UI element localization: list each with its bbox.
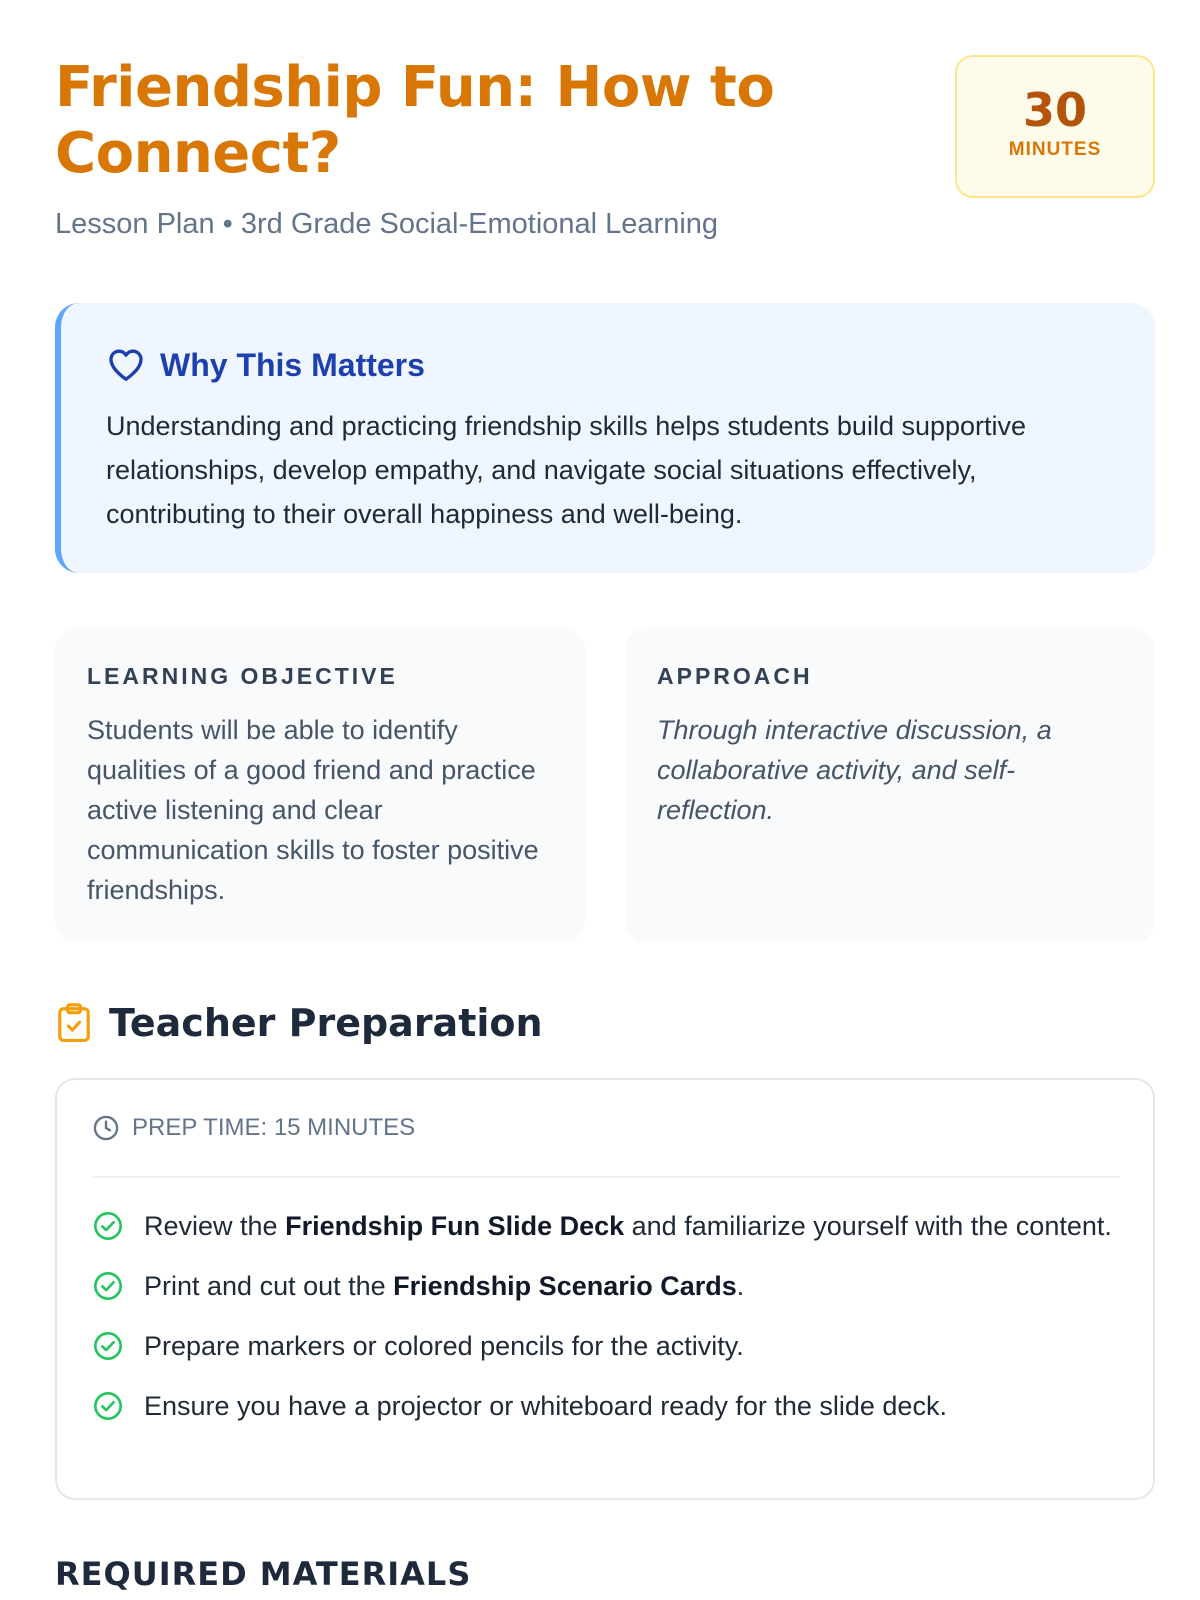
why-title: Why This Matters xyxy=(160,346,425,383)
page-title: Friendship Fun: How to Connect? xyxy=(55,55,775,186)
why-text: Understanding and practicing friendship skills helps students build supportive relationships, develop empathy, and navigate social situations effectively, contributing to their overall happiness and well-being. xyxy=(106,411,1027,529)
prep-item-text: Prepare markers or colored pencils for the activity. xyxy=(144,1331,744,1361)
objective-text: Students will be able to identify qualities of a good friend and practice active listening and clear communication skills to foster positive friendships. xyxy=(87,715,539,905)
prep-item xyxy=(92,1206,1120,1246)
lesson-header xyxy=(55,55,1155,255)
learning-objective-card xyxy=(55,628,585,943)
approach-label: APPROACH xyxy=(657,663,813,689)
check-circle-icon xyxy=(92,1330,124,1362)
approach-card xyxy=(625,628,1155,943)
prep-time-label: PREP TIME: 15 MINUTES xyxy=(132,1114,416,1141)
page-subtitle: Lesson Plan • 3rd Grade Social-Emotional Learning xyxy=(55,208,719,240)
prep-time xyxy=(92,1114,415,1142)
check-circle-icon xyxy=(92,1270,124,1302)
prep-item-text: Print and cut out the Friendship Scenario Cards. xyxy=(144,1271,745,1301)
approach-text: Through interactive discussion, a collaborative activity, and self-reflection. xyxy=(657,715,1052,825)
preparation-panel xyxy=(55,1078,1155,1500)
check-circle-icon xyxy=(92,1390,124,1422)
check-circle-icon xyxy=(92,1210,124,1242)
why-this-matters-panel xyxy=(55,303,1155,573)
teacher-preparation-heading xyxy=(55,998,543,1048)
preparation-title: Teacher Preparation xyxy=(109,1001,543,1045)
prep-item xyxy=(92,1386,1120,1426)
duration-unit: MINUTES xyxy=(1008,139,1102,160)
prep-item-text: Ensure you have a projector or whiteboard ready for the slide deck. xyxy=(144,1391,947,1421)
heart-icon xyxy=(106,345,146,385)
required-materials-heading: REQUIRED MATERIALS xyxy=(55,1555,472,1593)
objective-label: LEARNING OBJECTIVE xyxy=(87,663,398,689)
prep-checklist xyxy=(92,1206,1120,1446)
why-header xyxy=(106,345,425,385)
prep-item xyxy=(92,1266,1120,1306)
duration-value: 30 xyxy=(1022,83,1087,137)
clock-icon xyxy=(92,1114,120,1142)
prep-item-text: Review the Friendship Fun Slide Deck and familiarize yourself with the content. xyxy=(144,1211,1112,1241)
clipboard-check-icon xyxy=(55,1002,93,1044)
divider xyxy=(92,1176,1120,1178)
duration-badge xyxy=(955,55,1155,198)
prep-item xyxy=(92,1326,1120,1366)
